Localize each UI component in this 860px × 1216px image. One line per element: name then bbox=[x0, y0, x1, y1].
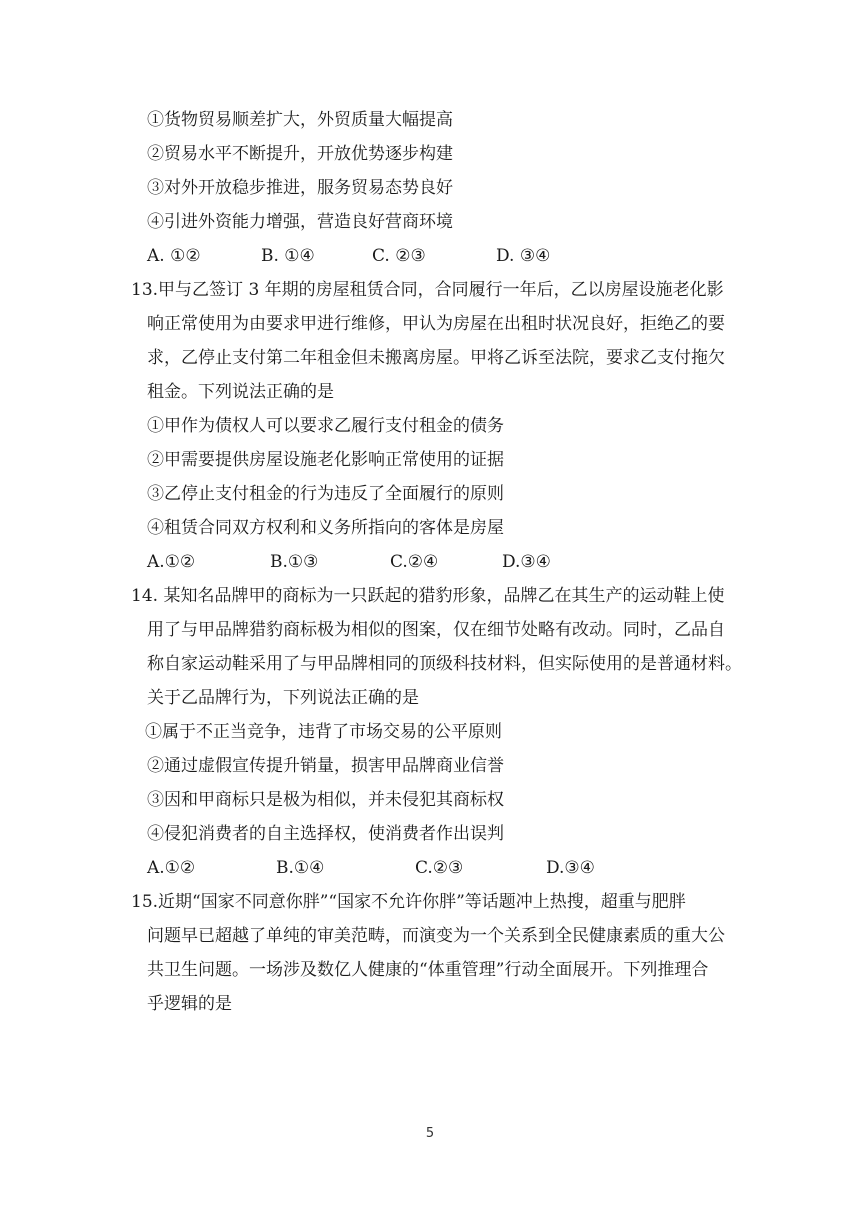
q14-statement-3: ③因和甲商标只是极为相似，并未侵犯其商标权 bbox=[147, 790, 504, 810]
q15-stem-line-3: 共卫生问题。一场涉及数亿人健康的“体重管理”行动全面展开。下列推理合 bbox=[147, 960, 709, 980]
q13-option-c: C.②④ bbox=[390, 552, 439, 572]
q14-statement-1: ①属于不正当竞争，违背了市场交易的公平原则 bbox=[145, 722, 502, 742]
q14-option-b: B.①④ bbox=[276, 858, 325, 878]
q14-option-a: A.①② bbox=[147, 858, 196, 878]
q12-option-a: A. ①② bbox=[147, 246, 201, 266]
q12-statement-3: ③对外开放稳步推进，服务贸易态势良好 bbox=[147, 178, 453, 198]
q14-statement-2: ②通过虚假宣传提升销量，损害甲品牌商业信誉 bbox=[147, 756, 504, 776]
q15-stem-line-1: 15.近期“国家不同意你胖”“国家不允许你胖”等话题冲上热搜，超重与肥胖 bbox=[131, 892, 686, 912]
q14-option-c: C.②③ bbox=[415, 858, 464, 878]
q13-option-b: B.①③ bbox=[270, 552, 319, 572]
q15-stem-line-4: 乎逻辑的是 bbox=[147, 994, 232, 1014]
q13-statement-2: ②甲需要提供房屋设施老化影响正常使用的证据 bbox=[147, 450, 504, 470]
q14-stem-line-4: 关于乙品牌行为，下列说法正确的是 bbox=[147, 688, 419, 708]
q13-option-a: A.①② bbox=[147, 552, 196, 572]
q12-option-d: D. ③④ bbox=[496, 246, 551, 266]
q13-statement-1: ①甲作为债权人可以要求乙履行支付租金的债务 bbox=[147, 416, 504, 436]
q14-statement-4: ④侵犯消费者的自主选择权，使消费者作出误判 bbox=[147, 824, 504, 844]
q12-statement-4: ④引进外资能力增强，营造良好营商环境 bbox=[147, 212, 453, 232]
q14-stem-line-3: 称自家运动鞋采用了与甲品牌相同的顶级科技材料，但实际使用的是普通材料。 bbox=[147, 654, 742, 674]
q12-statement-1: ①货物贸易顺差扩大，外贸质量大幅提高 bbox=[147, 110, 453, 130]
q13-stem-line-4: 租金。下列说法正确的是 bbox=[147, 382, 334, 402]
q13-option-d: D.③④ bbox=[502, 552, 551, 572]
q13-statement-3: ③乙停止支付租金的行为违反了全面履行的原则 bbox=[147, 484, 504, 504]
q12-option-b: B. ①④ bbox=[261, 246, 315, 266]
q15-stem-line-2: 问题早已超越了单纯的审美范畴，而演变为一个关系到全民健康素质的重大公 bbox=[147, 926, 725, 946]
q14-stem-line-2: 用了与甲品牌猎豹商标极为相似的图案，仅在细节处略有改动。同时，乙品自 bbox=[147, 620, 725, 640]
page-number: 5 bbox=[425, 1126, 435, 1141]
q13-statement-4: ④租赁合同双方权利和义务所指向的客体是房屋 bbox=[147, 518, 504, 538]
q14-option-d: D.③④ bbox=[546, 858, 595, 878]
q12-statement-2: ②贸易水平不断提升，开放优势逐步构建 bbox=[147, 144, 453, 164]
q13-stem-line-3: 求，乙停止支付第二年租金但未搬离房屋。甲将乙诉至法院，要求乙支付拖欠 bbox=[147, 348, 725, 368]
q13-stem-line-1: 13.甲与乙签订 3 年期的房屋租赁合同，合同履行一年后，乙以房屋设施老化影 bbox=[131, 280, 724, 300]
q12-option-c: C. ②③ bbox=[372, 246, 426, 266]
q14-stem-line-1: 14. 某知名品牌甲的商标为一只跃起的猎豹形象，品牌乙在其生产的运动鞋上使 bbox=[131, 586, 725, 606]
q13-stem-line-2: 响正常使用为由要求甲进行维修，甲认为房屋在出租时状况良好，拒绝乙的要 bbox=[147, 314, 725, 334]
